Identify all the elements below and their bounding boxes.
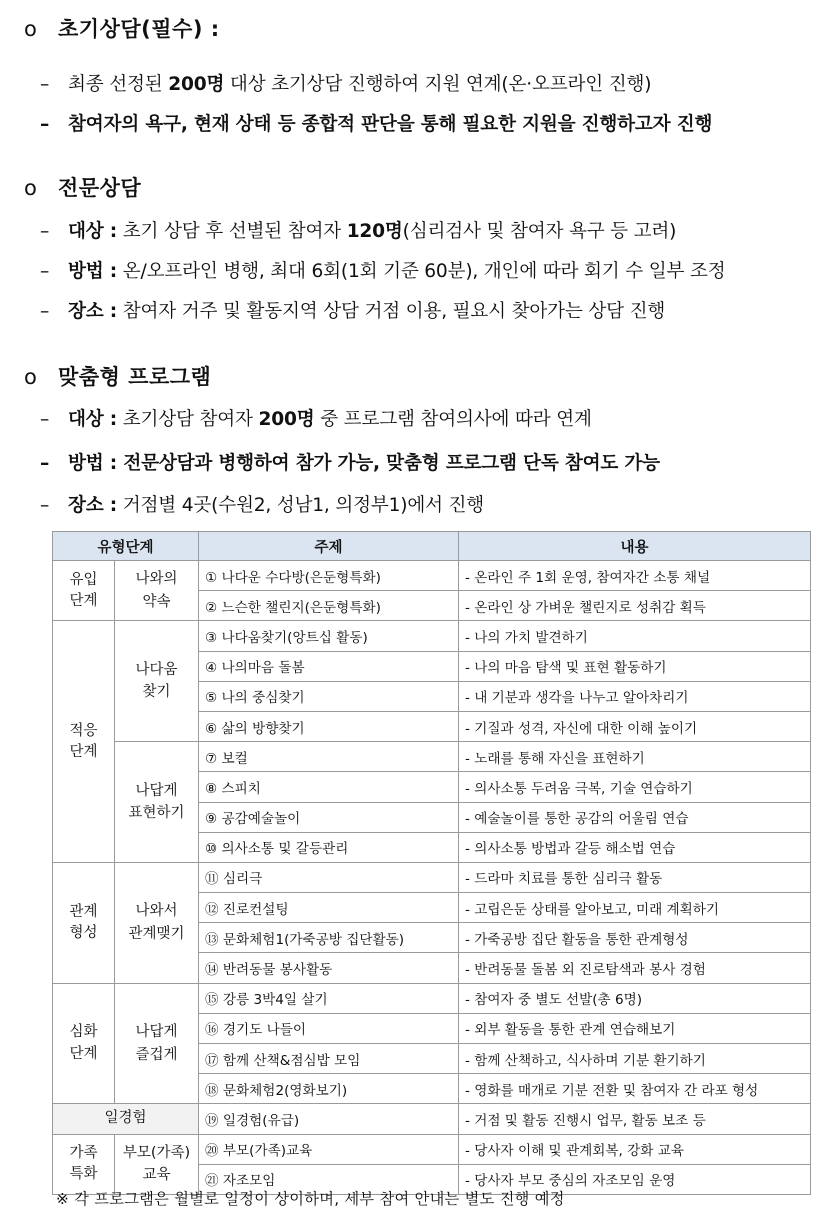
program-line-target [40,405,813,431]
section-title-text: 전문상담 [58,176,142,200]
table-header-row [53,532,811,561]
topic-cell: ⑯ 경기도 나들이 [199,1013,459,1043]
content-cell: - 함께 산책하고, 식사하며 기분 환기하기 [459,1044,811,1074]
topic-cell: ⑨ 공감예술놀이 [199,802,459,832]
content-cell: - 온라인 상 가벼운 챌린지로 성취감 획득 [459,591,811,621]
content-cell: - 노래를 통해 자신을 표현하기 [459,742,811,772]
stage-cell: 심화 단계 [53,983,115,1104]
content-cell: - 내 기분과 생각을 나누고 알아차리기 [459,681,811,711]
line-text: 참여자의 욕구, 현재 상태 등 종합적 판단을 통해 필요한 지원을 진행하고자 진행 [68,114,713,135]
content-cell: - 예술놀이를 통한 공감의 어울림 연습 [459,802,811,832]
content-cell: - 당사자 이해 및 관계회복, 강화 교육 [459,1134,811,1164]
content-cell: - 가죽공방 집단 활동을 통한 관계형성 [459,923,811,953]
table-row [53,561,811,591]
topic-cell: ④ 나의마음 돌봄 [199,651,459,681]
stage-cell: 일경험 [53,1104,199,1134]
topic-cell: ⑤ 나의 중심찾기 [199,681,459,711]
stage-cell: 가족 특화 [53,1134,115,1194]
section-title-custom-program [24,361,211,391]
topic-cell: ⑩ 의사소통 및 갈등관리 [199,832,459,862]
line-label: 대상 : [68,221,118,242]
line-emphasis: 200명 [168,74,225,95]
line-text: 대상 초기상담 진행하여 지원 연계(온·오프라인 진행) [224,74,652,95]
dash-icon: – [40,453,50,474]
content-cell: - 거점 및 활동 진행시 업무, 활동 보조 등 [459,1104,811,1134]
substage-cell: 부모(가족) 교육 [115,1134,199,1194]
content-cell: - 외부 활동을 통한 관계 연습해보기 [459,1013,811,1043]
topic-cell: ⑲ 일경험(유급) [199,1104,459,1134]
line-label: 장소 : [68,495,118,516]
section-title-text: 초기상담(필수) : [58,17,220,41]
line-label: 방법 : [68,261,118,282]
stage-cell: 유입 단계 [53,561,115,621]
topic-cell: ② 느슨한 챌린지(은둔형특화) [199,591,459,621]
table-row [53,1104,811,1134]
section-title-initial-counseling [24,13,220,43]
line-text: 초기상담 참여자 [117,409,259,430]
topic-cell: ⑰ 함께 산책&점심밥 모임 [199,1044,459,1074]
topic-cell: ㉑ 자조모임 [199,1164,459,1194]
table-row [53,862,811,892]
substage-cell: 나답게 표현하기 [115,742,199,863]
content-cell: - 나의 마음 탐색 및 표현 활동하기 [459,651,811,681]
line-label: 장소 : [68,301,118,322]
line-text: (심리검사 및 참여자 욕구 등 고려) [402,221,677,242]
content-cell: - 당사자 부모 중심의 자조모임 운영 [459,1164,811,1194]
content-cell: - 의사소통 방법과 갈등 해소법 연습 [459,832,811,862]
program-line-place [40,491,813,517]
header-content: 내용 [459,532,811,561]
header-topic: 주제 [199,532,459,561]
content-cell: - 온라인 주 1회 운영, 참여자간 소통 채널 [459,561,811,591]
topic-cell: ⑧ 스피치 [199,772,459,802]
content-cell: - 참여자 중 별도 선발(총 6명) [459,983,811,1013]
content-cell: - 나의 가치 발견하기 [459,621,811,651]
circle-bullet-icon: o [24,365,38,389]
table-body [53,561,811,1195]
stage-cell: 관계 형성 [53,862,115,983]
line-text: 거점별 4곳(수원2, 성남1, 의정부1)에서 진행 [117,495,485,516]
circle-bullet-icon: o [24,176,38,200]
topic-cell: ⑳ 부모(가족)교육 [199,1134,459,1164]
topic-cell: ⑦ 보컬 [199,742,459,772]
dash-icon: – [40,495,50,516]
initial-line-1 [40,70,813,96]
table-row [53,1134,811,1164]
dash-icon: – [40,409,50,430]
initial-line-2 [40,110,813,136]
content-cell: - 영화를 매개로 기분 전환 및 참여자 간 라포 형성 [459,1074,811,1104]
dash-icon: – [40,301,50,322]
dash-icon: – [40,261,50,282]
section-title-text: 맞춤형 프로그램 [58,365,212,389]
topic-cell: ⑪ 심리극 [199,862,459,892]
topic-cell: ⑥ 삶의 방향찾기 [199,711,459,741]
substage-cell: 나와서 관계맺기 [115,862,199,983]
substage-cell: 나답게 즐겁게 [115,983,199,1104]
expert-line-method [40,257,813,283]
line-label: 대상 : [68,409,118,430]
table-row [53,621,811,651]
line-text: 최종 선정된 [68,74,169,95]
line-text: 참여자 거주 및 활동지역 상담 거점 이용, 필요시 찾아가는 상담 진행 [117,301,666,322]
topic-cell: ⑬ 문화체험1(가죽공방 집단활동) [199,923,459,953]
substage-cell: 나와의 약속 [115,561,199,621]
line-label: 방법 : [68,453,118,474]
topic-cell: ⑭ 반려동물 봉사활동 [199,953,459,983]
substage-cell: 나다움 찾기 [115,621,199,742]
content-cell: - 의사소통 두려움 극복, 기술 연습하기 [459,772,811,802]
topic-cell: ⑱ 문화체험2(영화보기) [199,1074,459,1104]
circle-bullet-icon: o [24,17,38,41]
stage-cell: 적응 단계 [53,621,115,863]
line-text: 초기 상담 후 선별된 참여자 [117,221,347,242]
table-row [53,742,811,772]
program-table [52,531,811,1195]
line-emphasis: 120명 [346,221,403,242]
content-cell: - 기질과 성격, 자신에 대한 이해 높이기 [459,711,811,741]
dash-icon: – [40,74,50,95]
footnote: ※ 각 프로그램은 월별로 일정이 상이하며, 세부 참여 안내는 별도 진행 예정 [56,1190,565,1208]
line-text: 전문상담과 병행하여 참가 가능, 맞춤형 프로그램 단독 참여도 가능 [117,453,660,474]
content-cell: - 드라마 치료를 통한 심리극 활동 [459,862,811,892]
topic-cell: ③ 나다움찾기(앙트십 활동) [199,621,459,651]
content-cell: - 반려동물 돌봄 외 진로탐색과 봉사 경험 [459,953,811,983]
topic-cell: ① 나다운 수다방(은둔형특화) [199,561,459,591]
line-text: 중 프로그램 참여의사에 따라 연계 [314,409,592,430]
line-emphasis: 200명 [258,409,315,430]
expert-line-place [40,297,813,323]
dash-icon: – [40,221,50,242]
content-cell: - 고립은둔 상태를 알아보고, 미래 계획하기 [459,893,811,923]
table-row [53,983,811,1013]
expert-line-target [40,217,813,243]
line-text: 온/오프라인 병행, 최대 6회(1회 기준 60분), 개인에 따라 회기 수 일부 조정 [117,261,726,282]
dash-icon: – [40,114,50,135]
header-stage: 유형단계 [53,532,199,561]
topic-cell: ⑫ 진로컨설팅 [199,893,459,923]
program-line-method [40,449,813,475]
section-title-expert-counseling [24,172,141,202]
topic-cell: ⑮ 강릉 3박4일 살기 [199,983,459,1013]
